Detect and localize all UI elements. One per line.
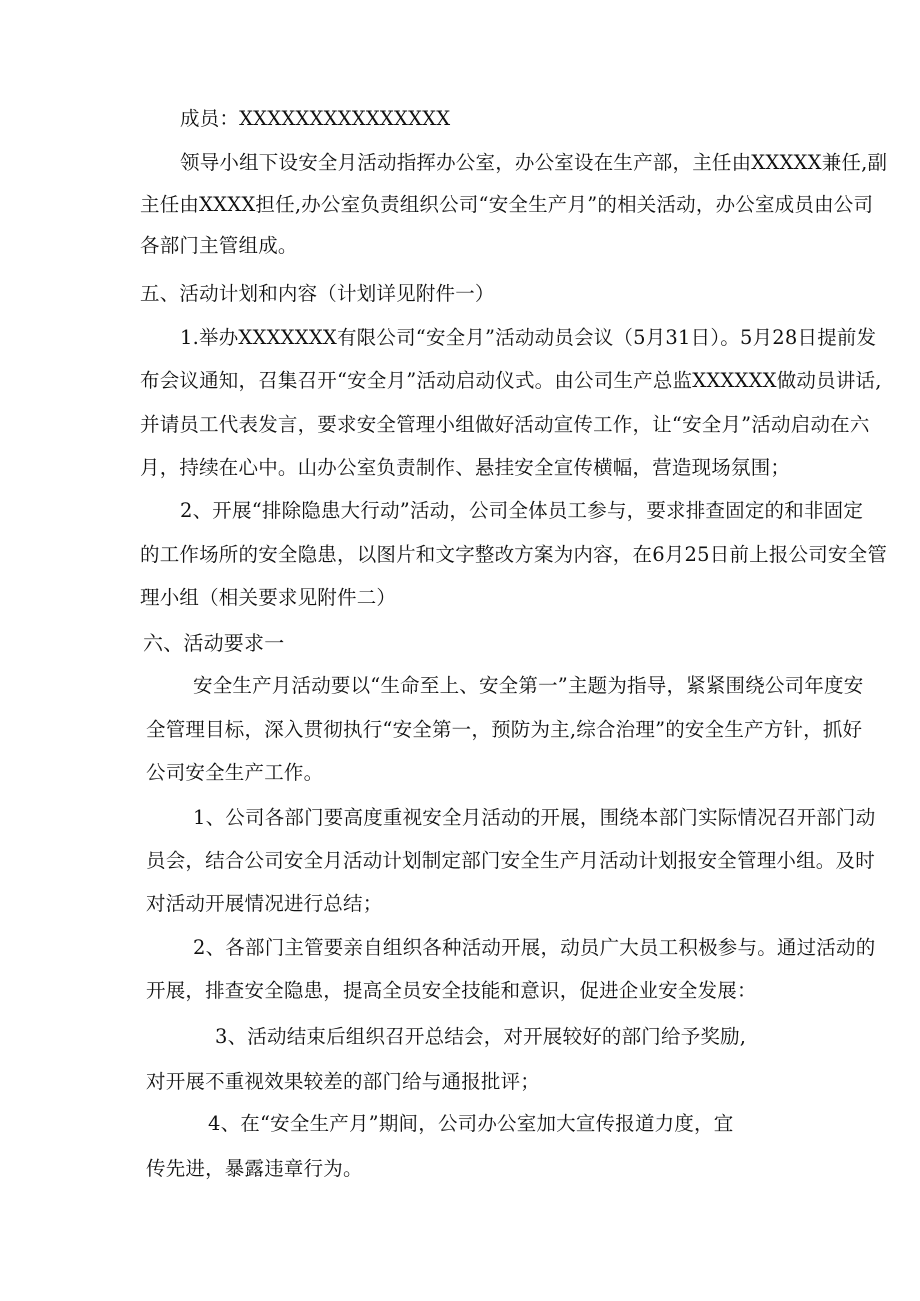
paragraph-line: 全管理目标，深入贯彻执行“安全第一，预防为主,综合治理”的安全生产方针，抓好 — [146, 718, 863, 741]
paragraph-line: 月，持续在心中。山办公室负责制作、悬挂安全宣传横幅，营造现场氛围； — [140, 456, 791, 479]
paragraph-line: 4、在“安全生产月”期间，公司办公室加大宣传报道力度，宜 — [208, 1112, 734, 1135]
paragraph-line: 对开展不重视效果较差的部门给与通报批评； — [146, 1070, 541, 1093]
paragraph-line: 领导小组下设安全月活动指挥办公室，办公室设在生产部，主任由XXXXX兼任,副 — [180, 151, 888, 174]
paragraph-line: 3、活动结束后组织召开总结会，对开展较好的部门给予奖励, — [215, 1025, 747, 1048]
members-line: 成员：XXXXXXXXXXXXXXX — [180, 107, 451, 130]
paragraph-line: 公司安全生产工作。 — [146, 761, 324, 784]
paragraph-line: 对活动开展情况进行总结； — [146, 892, 383, 915]
paragraph-line: 2、开展“排除隐患大行动”活动，公司全体员工参与，要求排查固定的和非固定 — [180, 499, 864, 522]
paragraph-line: 各部门主管组成。 — [140, 234, 298, 257]
section-heading-6: 六、活动要求一 — [143, 631, 285, 655]
paragraph-line: 理小组（相关要求见附件二） — [140, 586, 397, 609]
section-heading-5: 五、活动计划和内容（计划详见附件一） — [140, 282, 495, 305]
paragraph-line: 1.举办XXXXXXX有限公司“安全月”活动动员会议（5月31日）。5月28日提前发 — [180, 326, 877, 349]
paragraph-line: 布会议通知，召集召开“安全月”活动启动仪式。由公司生产总监XXXXXX做动员讲话, — [140, 369, 882, 392]
paragraph-line: 并请员工代表发言，要求安全管理小组做好活动宣传工作，让“安全月”活动启动在六 — [140, 413, 870, 436]
paragraph-line: 传先进，暴露违章行为。 — [146, 1157, 363, 1180]
paragraph-line: 1、公司各部门要高度重视安全月活动的开展，围绕本部门实际情况召开部门动 — [193, 806, 876, 829]
paragraph-line: 的工作场所的安全隐患，以图片和文字整改方案为内容，在6月25日前上报公司安全管 — [140, 543, 888, 566]
paragraph-line: 主任由XXXX担任,办公室负责组织公司“安全生产月”的相关活动，办公室成员由公司 — [140, 193, 874, 216]
paragraph-line: 开展，排查安全隐患，提高全员安全技能和意识，促进企业安全发展： — [146, 979, 757, 1002]
paragraph-line: 安全生产月活动要以“生命至上、安全第一”主题为指导，紧紧围绕公司年度安 — [193, 674, 864, 697]
paragraph-line: 2、各部门主管要亲自组织各种活动开展，动员广大员工积极参与。通过活动的 — [193, 936, 876, 959]
paragraph-line: 员会，结合公司安全月活动计划制定部门安全生产月活动计划报安全管理小组。及时 — [146, 849, 875, 872]
